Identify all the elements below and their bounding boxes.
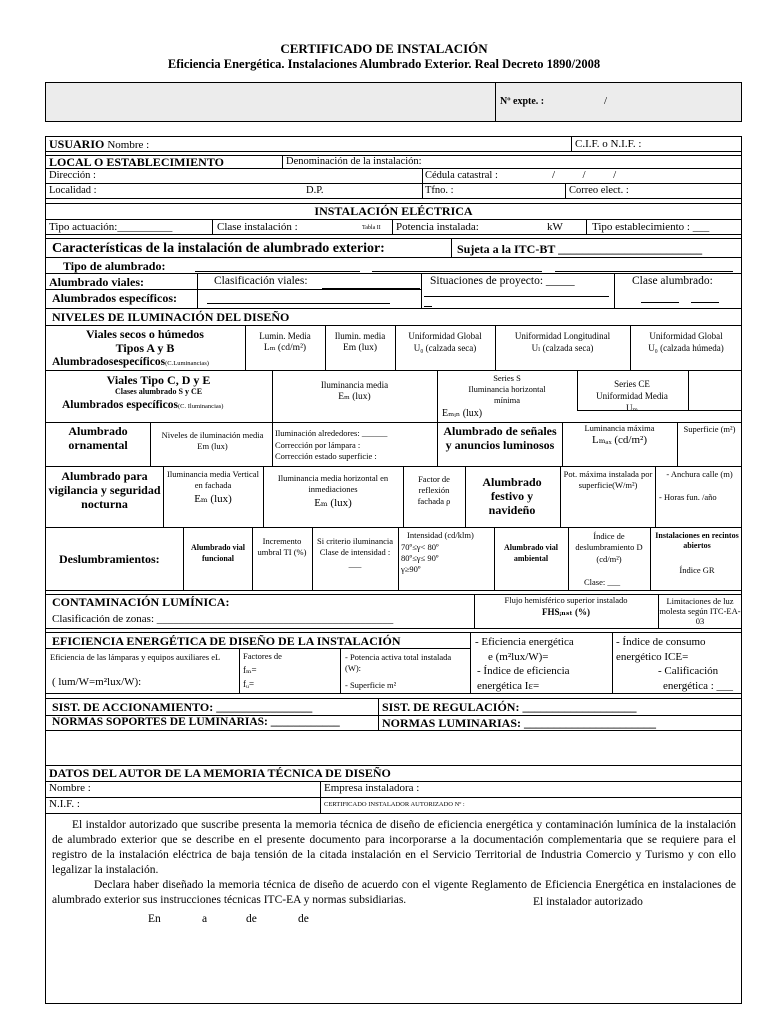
factores: Factores de [243, 651, 282, 661]
emin: Eₘᵢₙ (lux) [442, 408, 483, 419]
fu[interactable]: fᵤ= [243, 679, 255, 689]
alumbrados-especificos-label: Alumbrados específicos: [52, 291, 177, 305]
incremento-umbral: Incremento umbral TI (%) [257, 536, 307, 558]
nombre-field[interactable] [160, 137, 570, 150]
e-formula[interactable]: e (m²lux/W)= [488, 651, 549, 663]
normas-luminarias[interactable]: NORMAS LUMINARIAS: ______________________ [382, 716, 657, 730]
flujo-hemisferico: Flujo hemisférico superior instalado [504, 595, 628, 605]
correccion-estado[interactable]: Corrección estado superficie : [275, 451, 377, 461]
em-lux-2: Eₘ (lux) [338, 392, 371, 402]
clasificacion-viales[interactable]: Clasificación viales: [214, 275, 308, 287]
ilum-alrededores[interactable]: Iluminación alrededores: ______ [275, 428, 388, 438]
ornamental: Alumbrado ornamental [68, 424, 128, 452]
fhs: FHSᵢₙₛₜ (%) [542, 607, 590, 617]
tfno-label: Tfno. : [425, 185, 454, 196]
energetica-calificacion[interactable]: energética : ___ [663, 680, 734, 692]
ef-lamparas: Eficiencia de las lámparas y equipos auxiliares eL [50, 652, 221, 662]
localidad-label: Localidad : [49, 185, 97, 196]
series-ce: Series CE [614, 379, 650, 389]
intensidad: Intensidad (cd/klm) [407, 530, 474, 540]
local-label: LOCAL O ESTABLECIMIENTO [49, 155, 224, 169]
alumbrados-esp2-row [62, 400, 223, 412]
c-luminancias: (C.Luminancias) [165, 360, 209, 367]
empresa-instaladora[interactable]: Empresa instaladora : [324, 782, 420, 794]
alumbradosesp-row [52, 357, 209, 369]
potencia-activa[interactable]: - Potencia activa total instalada (W): [345, 652, 452, 674]
kw-unit: kW [547, 221, 563, 233]
certificado-instalador[interactable]: CERTIFICADO INSTALADOR AUTORIZADO Nº : [324, 801, 465, 808]
unif-media: Uniformidad Media [596, 391, 668, 401]
energetica-ie[interactable]: energética Iε= [477, 680, 540, 692]
viales-secos: Viales secos o húmedos [86, 327, 204, 341]
intensidad-90: γ≥90º [401, 564, 421, 574]
deslumbramientos: Deslumbramientos: [59, 552, 160, 566]
unif-global: Uniformidad Global [408, 331, 482, 341]
c-iluminancias: (C. Iluminancias) [177, 403, 224, 410]
si-criterio: Si criterio iluminancia Clase de intensidad : ___ [316, 536, 393, 569]
intensidad-80: 80º≤γ≤ 90º [401, 553, 439, 563]
lum-w: ( lum/W=m²lux/W): [52, 676, 142, 688]
tipos-ab: Tipos A y B [115, 341, 175, 355]
tipo-alumbrado-label: Tipo de alumbrado: [63, 259, 166, 273]
ul-seca: Uₗ (calzada seca) [531, 343, 594, 353]
uo-humeda: U₀ (calzada húmeda) [648, 343, 724, 353]
cedula-label: Cédula catastral : [425, 170, 498, 181]
senales: Alumbrado de señales y anuncios luminosos [443, 424, 557, 452]
normas-soportes[interactable]: NORMAS SOPORTES DE LUMINARIAS: ____________ [52, 716, 340, 728]
niveles-ilum: Niveles de iluminación media Em (lux) [161, 430, 264, 452]
nombre-label: Nombre : [107, 139, 150, 151]
calificacion: - Calificación [658, 665, 719, 677]
ilum-horizontal: Iluminancia horizontal [468, 384, 546, 394]
usuario-row [49, 138, 149, 151]
uo-seca: U₀ (calzada seca) [413, 343, 477, 353]
lm-unit: Lₘ (cd/m²) [263, 343, 307, 353]
lmax: Lₘₐₓ (cd/m²) [591, 434, 648, 446]
document-subtitle: Eficiencia Energética. Instalaciones Alumbrado Exterior. Real Decreto 1890/2008 [167, 57, 601, 71]
autor-title: DATOS DEL AUTOR DE LA MEMORIA TÉCNICA DE DISEÑO [49, 766, 391, 780]
potencia-instalada[interactable]: Potencia instalada: [396, 221, 479, 233]
lum-media: Lumin. Media [259, 331, 311, 341]
expte-separator: / [604, 95, 608, 107]
ef-energetica: - Eficiencia energética [475, 636, 574, 648]
superficie: Superficie (m²) [683, 424, 736, 434]
declaracion-p2: Declara haber diseñado la memoria técnica de diseño de acuerdo con el vigente Reglamento de Eficiencia Energética en instalaciones de alumbrado exterior sus instrucciones técnicas ITC-EA y normas subsidiarias. [52, 878, 736, 906]
correo-label: Correo elect. : [569, 185, 629, 196]
usuario-label: USUARIO [49, 137, 105, 151]
niveles-title: NIVELES DE ILUMINACIÓN DEL DISEÑO [52, 310, 290, 324]
em-lux-3: Eₘ (lux) [194, 493, 232, 505]
clases-alumbrado: Clases alumbrado S y CE [114, 387, 203, 396]
recintos-abiertos: Instalaciones en recintos abiertos [655, 531, 739, 551]
indice-gr: Índice GR [679, 565, 715, 575]
alumbrado-viales-label: Alumbrado viales: [49, 275, 145, 289]
intensidad-70: 70º≤γ< 80º [401, 542, 439, 552]
dp-label: D.P. [306, 185, 324, 196]
indice-consumo: - Índice de consumo [616, 636, 706, 648]
sist-regulacion[interactable]: SIST. DE REGULACIÓN: ___________________ [382, 700, 637, 714]
document-title: CERTIFICADO DE INSTALACIÓN [280, 41, 488, 56]
em-lux-4: Eₘ (lux) [314, 497, 352, 509]
unif-long: Uniformidad Longitudinal [514, 331, 611, 341]
ilum-media: Ilumin. media [334, 331, 386, 341]
signature-area[interactable] [480, 915, 730, 995]
clase-field[interactable]: Clase: ___ [584, 577, 621, 587]
autor-nif[interactable]: N.I.F. : [49, 798, 80, 810]
vial-funcional: Alumbrado vial funcional [190, 543, 245, 563]
contaminacion-title: CONTAMINACIÓN LUMÍNICA: [52, 595, 230, 609]
firma-label: El instalador autorizado [533, 896, 643, 908]
itc-bt[interactable]: Sujeta a la ITC-BT ________________________ [457, 242, 703, 256]
caracteristicas-title: Características de la instalación de alumbrado exterior: [52, 241, 385, 256]
tipo-establecimiento[interactable]: Tipo establecimiento : ___ [592, 221, 710, 233]
vial-ambiental: Alumbrado vial ambiental [503, 543, 558, 563]
expte-label: Nº expte. : [500, 96, 545, 107]
alumbrados-esp2: Alumbrados específicos [62, 399, 178, 411]
autor-nombre[interactable]: Nombre : [49, 782, 91, 794]
ilum-horiz-inmed: Iluminancia media horizontal en inmediaciones [277, 473, 389, 495]
fecha-de-2[interactable]: de [298, 913, 309, 925]
declaracion-p1: El instaldor autorizado que suscribe presenta la memoria técnica de diseño de eficiencia energética y contaminación lumínica de la instalación de alumbrado exterior que se describe en el presente documento para incorporarse a la documentación complementaria que se requiere para el registro de la instalación eléctrica de baja tensión de la citada instalación en el Servicio Territorial de Industria Comercio y Turismo y con ello legalizar la instalación. [52, 819, 736, 876]
limitaciones-luz: Limitaciones de luz molesta según ITC-EA-03 [659, 596, 741, 627]
ilum-media-e: Iluminancia media [320, 380, 389, 390]
series-s: Series S [493, 373, 521, 383]
cif-label: C.I.F. o N.I.F. : [575, 138, 642, 150]
denominacion-label: Denominación de la instalación: [286, 156, 422, 167]
tipo-actuacion[interactable]: Tipo actuación:__________ [49, 221, 173, 233]
clase-instalacion[interactable]: Clase instalación : [217, 221, 298, 233]
vigilancia: Alumbrado para vigilancia y seguridad nocturna [48, 469, 161, 511]
unif-global-humeda: Uniformidad Global [649, 331, 723, 341]
tabla-label: Tabla II [362, 225, 381, 231]
energetico-ice[interactable]: energético ICE= [616, 651, 689, 663]
eficiencia-title: EFICIENCIA ENERGÉTICA DE DISEÑO DE LA INSTALACIÓN [52, 634, 401, 648]
festivo: Alumbrado festivo y navideño [482, 475, 542, 517]
lugar-en[interactable]: En [148, 913, 161, 925]
um: Uₘ [625, 403, 639, 413]
sist-accionamiento[interactable]: SIST. DE ACCIONAMIENTO: ________________ [52, 700, 313, 714]
ilum-vertical: Iluminancia media Vertical en fachada [167, 469, 259, 491]
declaracion-block [52, 818, 736, 908]
instalacion-title: INSTALACIÓN ELÉCTRICA [314, 204, 473, 218]
clasificacion-zonas[interactable]: Clasificación de zonas: ___________________________________________ [52, 613, 394, 625]
fecha-a[interactable]: a [202, 913, 208, 925]
horas-fun: - Horas fun. /año [659, 492, 717, 502]
fm[interactable]: fₘ= [243, 665, 257, 675]
minima: mínima [494, 395, 520, 405]
viales-cde: Viales Tipo C, D y E [106, 373, 211, 387]
situaciones-proyecto[interactable]: Situaciones de proyecto: _____ [430, 275, 575, 287]
alumbradosesp-label: Alumbradosespecíficos [52, 356, 166, 368]
superficie-m2[interactable]: - Superficie m² [345, 680, 397, 690]
expte-field[interactable] [550, 92, 670, 112]
correccion-lampara[interactable]: Corrección por lámpara : [275, 440, 361, 450]
indice-deslumbramiento: Índice de deslumbramiento D (cd/m²) [575, 531, 643, 564]
clase-alumbrado[interactable]: Clase alumbrado: [632, 275, 713, 287]
cedula-separators: / / / [552, 169, 617, 181]
indice-eficiencia: - Índice de eficiencia [477, 665, 570, 677]
direccion-label: Dirección : [49, 170, 96, 181]
lum-maxima: Luminancia máxima [584, 423, 655, 433]
em-lux: Em (lux) [342, 343, 378, 353]
anchura-calle: - Anchura calle (m) [666, 469, 733, 479]
fecha-de-1[interactable]: de [246, 913, 257, 925]
pot-maxima: Pot. máxima instalada por superficie(W/m²) [563, 469, 653, 491]
factor-reflexion: Factor de reflexión fachada ρ [417, 474, 451, 507]
